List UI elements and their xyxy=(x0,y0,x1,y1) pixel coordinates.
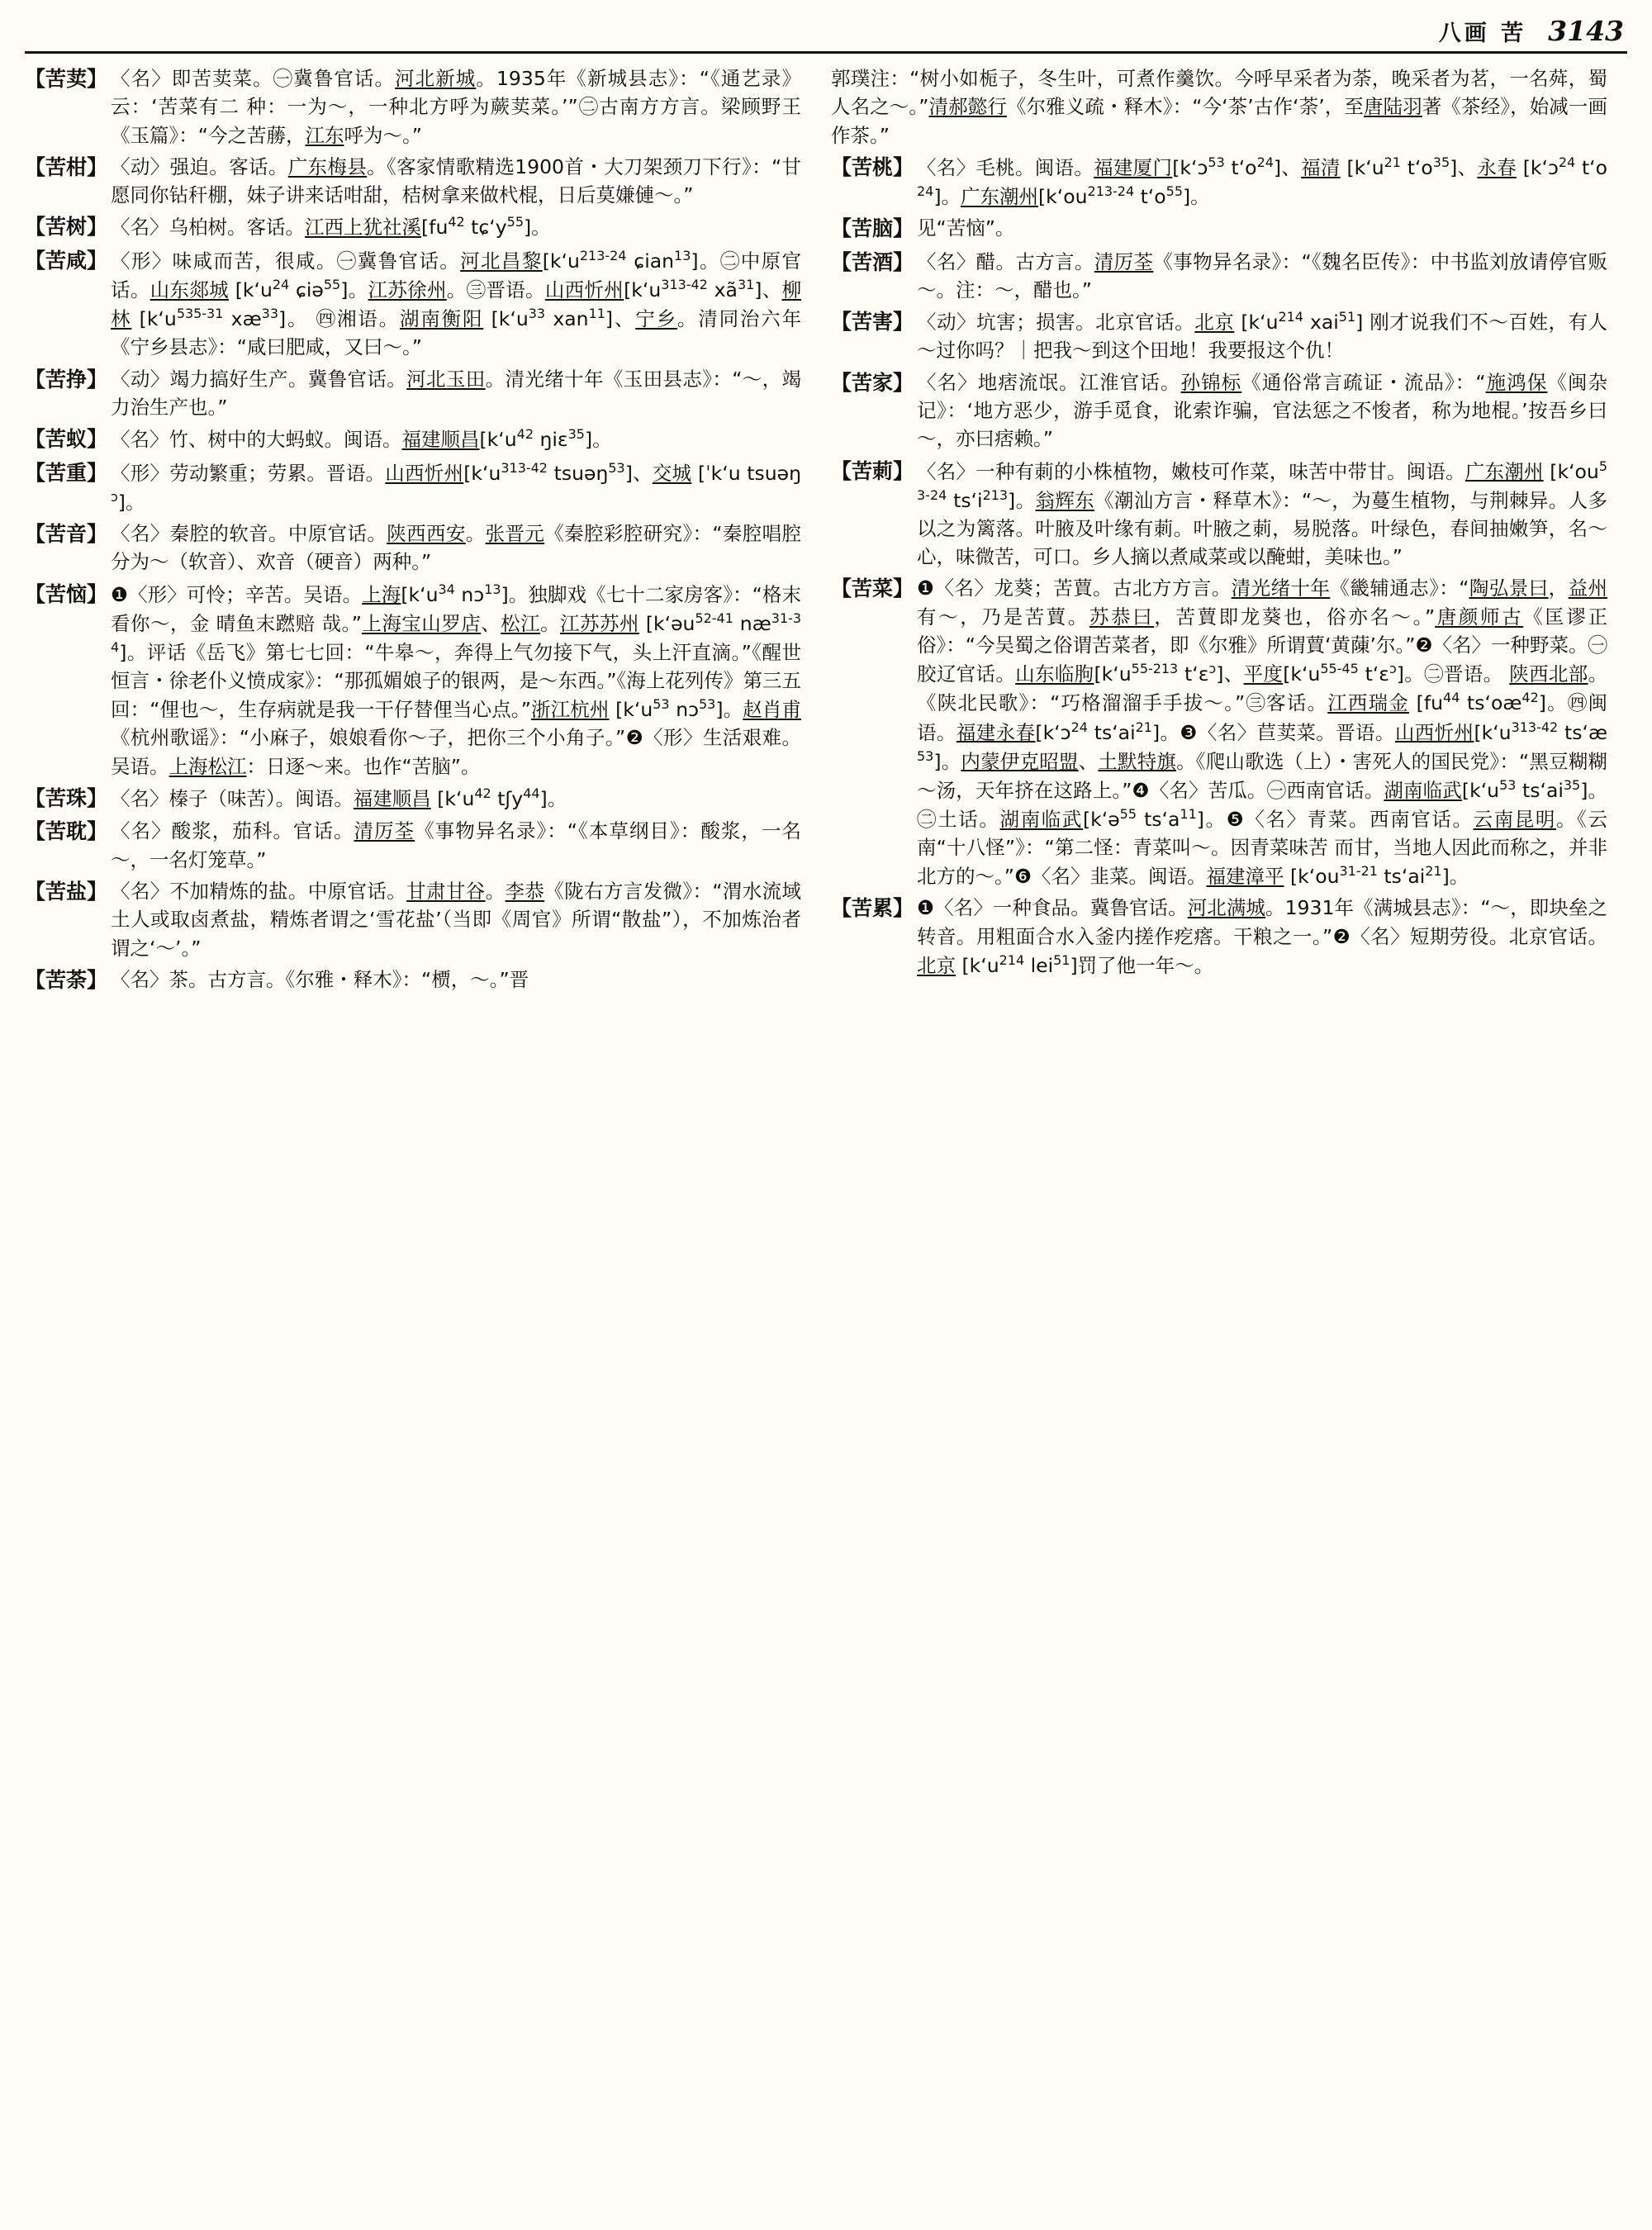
entry-headword: 【苦重】 xyxy=(25,460,108,485)
dictionary-entry xyxy=(25,877,801,962)
dictionary-entry xyxy=(25,153,801,210)
entry-headword: 【苦柑】 xyxy=(25,154,108,179)
dictionary-entry xyxy=(831,214,1607,244)
entry-headword: 【苦挣】 xyxy=(25,367,108,391)
dictionary-entry xyxy=(831,457,1607,572)
entry-headword: 【苦酒】 xyxy=(831,249,914,274)
column-left xyxy=(25,64,801,2222)
dictionary-entry xyxy=(25,966,801,996)
entry-headword: 【苦耽】 xyxy=(25,819,108,844)
entry-definition: 〈形〉味咸而苦，很咸。㊀冀鲁官话。河北昌黎[kʻu$^{213-24}$ ɕian$^{13}$]。㊁中原官话。山东郯城 [kʻu$^{24}$ ɕiə$^{55}$]。江苏徐州。㊂晋语。山西忻州[kʻu$^{313-42}$ $xã^{31}$]、柳林 [kʻu$^{535-31}$ $xæ^{33}$]。 ㊃湘语。湖南衡阳 [kʻu$^{33}$ xan$^{11}$]、宁乡。清同治六年《宁乡县志》：“咸曰肥咸，又曰～。” xyxy=(111,247,802,359)
entry-headword: 【苦荬】 xyxy=(25,67,108,91)
entry-definition: 见“苦恼”。 xyxy=(917,216,1015,240)
dictionary-entry xyxy=(831,307,1607,364)
entry-definition: 〈动〉坑害；损害。北京官话。北京 [kʻu$^{214}$ xai$^{51}$] 刚才说我们不～百姓，有人～过你吗？｜把我～到这个田地！我要报这个仇！ xyxy=(917,309,1608,363)
dictionary-entry xyxy=(25,365,801,422)
entry-definition: 〈名〉即苦荬菜。㊀冀鲁官话。河北新城。1935年《新城县志》：“《通艺录》云：‘苦菜有二 种：一为～，一种北方呼为蕨荬菜。’”㊁古南方方言。梁顾野王《玉篇》：“今之苦蕂，江东呼为～。” xyxy=(111,67,802,147)
entry-headword: 【苦莿】 xyxy=(831,458,914,483)
running-head: 八画 苦 xyxy=(1438,21,1527,46)
entry-definition: 〈名〉毛桃。闽语。福建厦门[kʻɔ$^{53}$ tʻo$^{24}$]、福清 [kʻu$^{21}$ tʻo$^{35}$]、永春 [kʻɔ$^{24}$ tʻo$^{24}$]。广东潮州[kʻou$^{213-24}$ tʻo$^{55}$]。 xyxy=(917,154,1608,208)
column-right xyxy=(831,64,1607,2222)
entry-headword: 【苦珠】 xyxy=(25,785,108,810)
dictionary-entry xyxy=(25,580,801,780)
dictionary-entry xyxy=(25,64,801,149)
page-columns xyxy=(25,64,1627,2222)
entry-definition: 〈名〉秦腔的软音。中原官话。陕西西安。张晋元《秦腔彩腔研究》：“秦腔唱腔分为～（软音）、欢音（硬音）两种。” xyxy=(111,522,802,574)
entry-definition: ❶〈名〉一种食品。冀鲁官话。河北满城。1931年《满城县志》：“～，即块垒之转音。用粗面合水入釜内搓作疙瘩。干粮之一。”❷〈名〉短期劳役。北京官话。北京 [kʻu$^{214}$ lei$^{51}$]罚了他一年～。 xyxy=(917,896,1608,977)
entry-definition: 〈名〉不加精炼的盐。中原官话。甘肃甘谷。李恭《陇右方言发微》：“渭水流域土人或取卤煮盐，精炼者谓之‘雪花盐’（当即《周官》所谓“散盐”），不加炼治者谓之‘～’。” xyxy=(111,880,802,960)
entry-definition: 〈形〉劳动繁重；劳累。晋语。山西忻州[kʻu$^{313-42}$ tsuəŋ$^{53}$]、交城 [ˈkʻu tsuəŋ$^ɔ$]。 xyxy=(111,459,802,514)
entry-definition: 〈名〉茶。古方言。《尔雅・释木》：“槚，～。”晋 xyxy=(111,967,529,991)
entry-headword: 【苦音】 xyxy=(25,522,108,546)
entry-definition: ❶〈形〉可怜；辛苦。吴语。上海[kʻu$^{34}$ nɔ$^{13}$]。独脚戏《七十二家房客》：“格末看你～，金 晴鱼末蹨赔 哉。”上海宝山罗店、松江。江苏苏州 [kʻəu$^{52-41}$ $næ^{31-34}$]。评话《岳飞》第七七回：“牛皋～，奔得上气勿接下气，头上汗直滴。”《醒世恒言・徐老仆义愤成家》：“那孤媚娘子的银两，是～东西。”《海上花列传》第三五回：“俚也～，生存病就是我一干仔替俚当心点。”浙江杭州 [kʻu$^{53}$ nɔ$^{53}$]。赵肖甫《杭州歌谣》：“小麻子，娘娘看你～子，把你三个小角子。”❷〈形〉生活艰难。吴语。上海松江：日逐～来。也作“苦脑”。 xyxy=(111,581,802,778)
entry-definition: 〈名〉一种有莿的小株植物，嫩枝可作菜，味苦中带甘。闽语。广东潮州 [kʻou$^{53-24}$ tsʻi$^{213}$]。翁辉东《潮汕方言・释草木》：“～，为蔓生植物，与荆棘异。人多以之为篱落。叶腋及叶缘有莿。叶腋之莿，易脱落。叶绿色，春间抽嫩笋，名～心，味微苦，可口。乡人摘以煮咸菜或以醃蚶，美味也。” xyxy=(917,458,1607,569)
entry-headword: 【苦脑】 xyxy=(831,216,914,241)
entry-continuation: 郭璞注：“树小如栀子，冬生叶，可煮作羹饮。今呼早采者为荼，晚采者为茗，一名荈，蜀人名之～。”清郝懿行《尔雅义疏・释木》：“今‘茶’古作‘荼’，至唐陆羽著《茶经》，始减一画作茶。” xyxy=(831,67,1607,147)
entry-definition: 〈名〉地痞流氓。江淮官话。孙锦标《通俗常言疏证・流品》：“施鸿保《闽杂记》：‘地方恶少，游手觅食，讹索诈骗，官法惩之不悛者，称为地棍。’按吾乡曰～，亦曰痞赖。” xyxy=(917,370,1608,451)
entry-headword: 【苦蚁】 xyxy=(25,427,108,452)
page-header xyxy=(1439,15,1624,47)
entry-headword: 【苦盐】 xyxy=(25,880,108,904)
entry-definition: ❶〈名〉龙葵；苦蕒。古北方方言。清光绪十年《畿辅通志》：“陶弘景曰，益州有～，乃是苦蕒。苏恭曰，苦蕒即龙葵也，俗亦名～。”唐颜师古《匡谬正俗》：“今吴蜀之俗谓苦菜者，即《尔雅》所谓蕒‘黄蔯’尔。”❷〈名〉一种野菜。㊀胶辽官话。山东临朐[kʻu$^{55-213}$ tʻɛ$^ɔ$]、平度[kʻu$^{55-45}$ tʻɛ$^ɔ$]。㊁晋语。 陕西北部。《陕北民歌》：“巧格溜溜手手拔～。”㊂客话。江西瑞金 [$fu^{44}$ tsʻoæ$^{42}$]。㊃闽语。福建永春[kʻɔ$^{24}$ tsʻai$^{21}$]。❸〈名〉苣荬菜。晋语。山西忻州[kʻu$^{313-42}$ tsʻæ$^{53}$]。内蒙伊克昭盟、土默特旗。《爬山歌选（上）・害死人的国民党》：“黑豆糊糊～汤，天年挤在这路上。”❹〈名〉苦瓜。㊀西南官话。湖南临武[kʻu$^{53}$ tsʻai$^{35}$]。㊁土话。湖南临武[kʻə$^{55}$ tsʻa$^{11}$]。❺〈名〉青菜。西南官话。云南昆明。《云南“十八怪”》：“第二怪：青菜叫～。因青菜味苦 而甘，当地人因此而称之，并非北方的～。”❻〈名〉韭菜。闽语。福建漳平 [kʻou$^{31-21}$ tsʻai$^{21}$]。 xyxy=(917,576,1608,889)
header-rule xyxy=(25,51,1627,54)
entry-headword: 【苦菜】 xyxy=(831,576,914,601)
entry-definition: 〈名〉醋。古方言。清厉荃《事物异名录》：“《魏名臣传》：中书监刘放请停官贩～。注：～，醋也。” xyxy=(917,249,1607,301)
dictionary-entry xyxy=(25,425,801,455)
dictionary-entry xyxy=(25,817,801,874)
dictionary-entry xyxy=(25,520,801,576)
page-number: 3143 xyxy=(1548,15,1624,47)
dictionary-entry xyxy=(831,368,1607,453)
entry-headword: 【苦咸】 xyxy=(25,248,108,273)
entry-headword: 【苦害】 xyxy=(831,310,914,334)
dictionary-entry xyxy=(831,248,1607,305)
entry-headword: 【苦荼】 xyxy=(25,967,108,992)
dictionary-entry xyxy=(25,784,801,814)
dictionary-entry xyxy=(25,458,801,516)
dictionary-entry xyxy=(831,153,1607,211)
entry-headword: 【苦家】 xyxy=(831,370,914,395)
dictionary-entry xyxy=(25,212,801,243)
entry-definition: 〈名〉乌柏树。客话。江西上犹社溪[$fu^{42}$ tɕʻy$^{55}$]。 xyxy=(111,214,551,240)
entry-definition: 〈动〉强迫。客话。广东梅县。《客家情歌精选1900首・大刀架颈刀下行》：“甘愿同你钻秆棚，妹子讲来话咁甜，桔树拿来做杙棍，日后莫嫌僆～。” xyxy=(111,154,802,207)
dictionary-entry xyxy=(25,246,801,362)
dictionary-entry xyxy=(831,894,1607,980)
dictionary-entry xyxy=(831,574,1607,890)
entry-definition: 〈名〉竹、树中的大蚂蚁。闽语。福建顺昌[kʻu$^{42}$ ŋiɛ$^{35}$]。 xyxy=(111,426,612,452)
entry-definition: 〈名〉榛子（味苦）。闽语。福建顺昌 [kʻu$^{42}$ tʃy$^{44}$]。 xyxy=(111,785,567,810)
entry-headword: 【苦累】 xyxy=(831,896,914,921)
entry-headword: 【苦桃】 xyxy=(831,154,914,179)
entry-definition: 〈动〉竭力搞好生产。冀鲁官话。河北玉田。清光绪十年《玉田县志》：“～，竭力治生产也。” xyxy=(111,367,801,419)
entry-headword: 【苦树】 xyxy=(25,215,108,240)
entry-headword: 【苦恼】 xyxy=(25,581,108,606)
entry-definition: 〈名〉酸浆，茄科。官话。清厉荃《事物异名录》：“《本草纲目》：酸浆，一名～，一名灯笼草。” xyxy=(111,819,801,871)
